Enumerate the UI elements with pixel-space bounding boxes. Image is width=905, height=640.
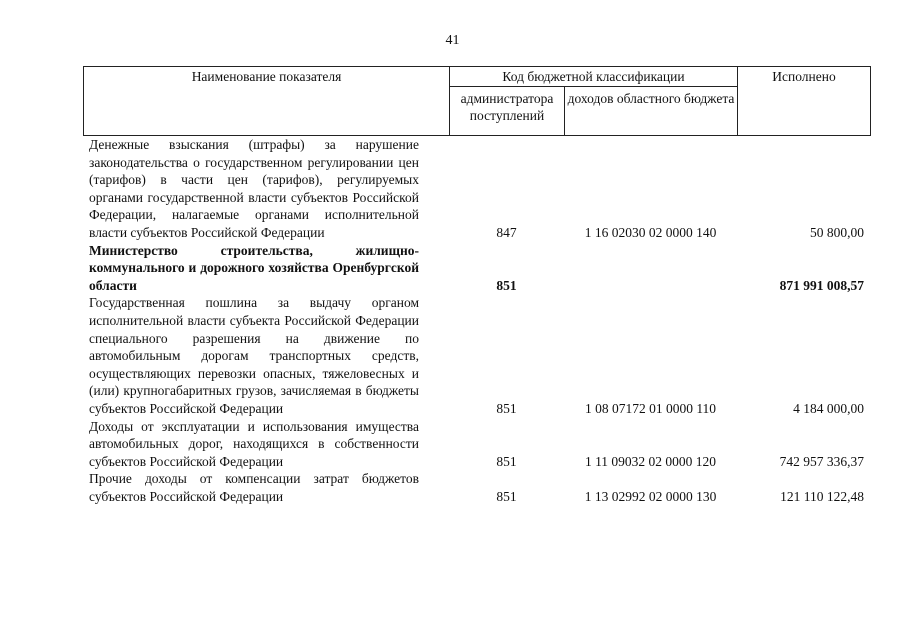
table-header [83,66,871,136]
row-admin: 851 [496,277,517,293]
row-amount: 121 110 122,48 [780,488,864,504]
row-admin: 851 [496,400,517,416]
table-row [83,470,870,505]
header-name: Наименование показателя [84,67,450,136]
row-amount: 742 957 336,37 [779,453,864,469]
row-admin: 851 [496,453,517,469]
row-admin: 851 [496,488,517,504]
header-admin: администратора поступлений [450,87,565,136]
row-code [564,242,737,295]
page-number: 41 [445,33,460,48]
row-code: 1 11 09032 02 0000 120 [584,453,717,469]
row-name: Прочие доходы от компенсации затрат бюджетов субъектов Российской Федерации [89,471,419,504]
table-row [83,294,870,417]
data-table [83,136,870,505]
row-code: 1 16 02030 02 0000 140 [584,224,717,240]
row-name: Доходы от эксплуатации и использования имущества автомобильных дорог, находящихся в собственности субъектов Российской Федерации [89,418,419,469]
row-amount: 871 991 008,57 [779,277,864,293]
header-code: Код бюджетной классификации [450,67,738,87]
row-name: Государственная пошлина за выдачу органом исполнительной власти субъекта Российской Федерации специального разрешения на движение по автомобильным дорогам транспортных средств, осуществляющих перевозки опасных, тяжеловесных и (или) крупногабаритных грузов, зачисляемая в бюджеты субъектов Российской Федерации [89,295,419,416]
row-amount: 50 800,00 [810,224,864,240]
row-name: Министерство строительства, жилищно-коммунального и дорожного хозяйства Оренбургской области [89,242,419,293]
table-row [83,418,870,471]
row-amount: 4 184 000,00 [793,400,864,416]
row-code: 1 13 02992 02 0000 130 [584,488,717,504]
table-row [83,136,870,242]
header-executed: Исполнено [738,67,871,136]
row-name: Денежные взыскания (штрафы) за нарушение законодательства о государственном регулировании цен (тарифов) в части цен (тарифов), регулируемых органами государственной власти субъектов Российской Федерации, налагаемые органами исполнительной власти субъектов Российской Федерации [89,137,419,240]
row-admin: 847 [496,224,517,240]
table-row [83,242,870,295]
row-code: 1 08 07172 01 0000 110 [584,400,717,416]
header-income: доходов областного бюджета [565,87,738,136]
